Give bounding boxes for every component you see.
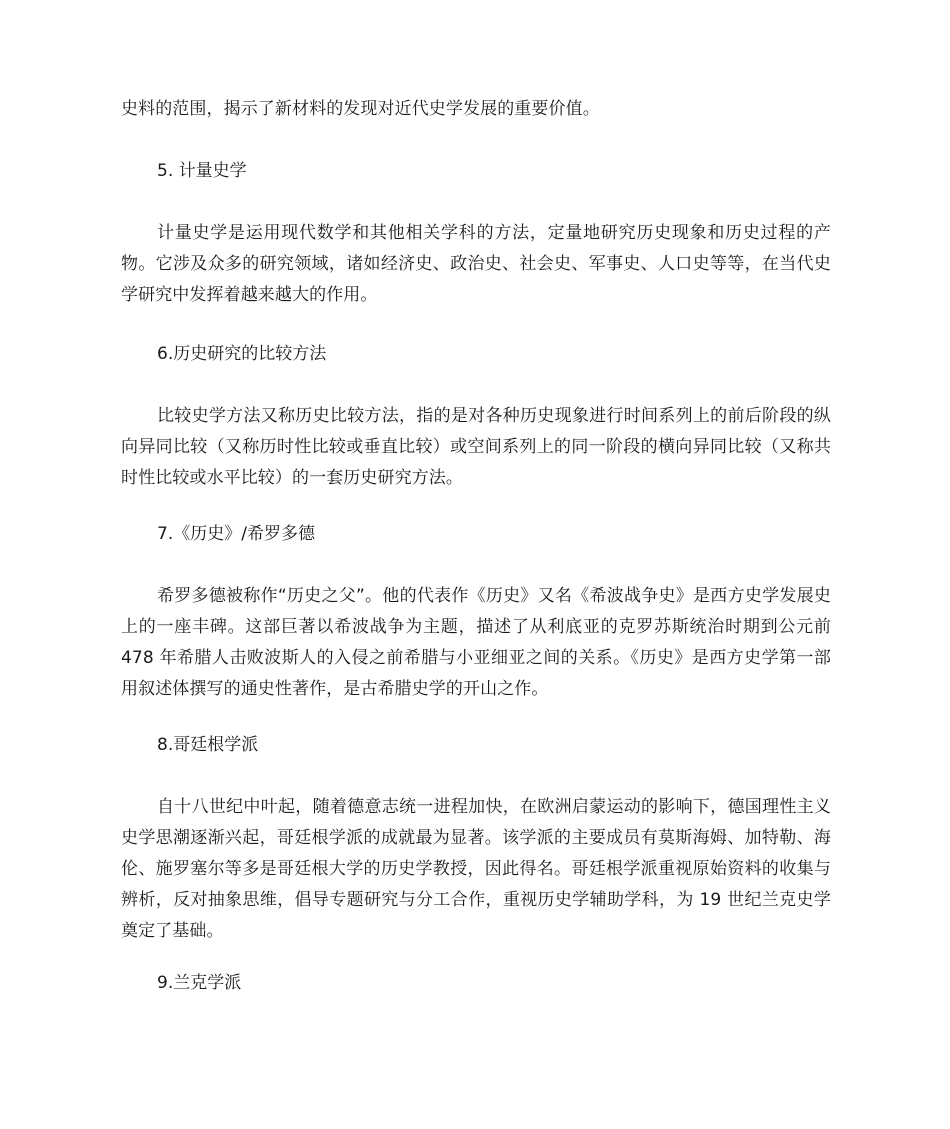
paragraph-continuation: 史料的范围，揭示了新材料的发现对近代史学发展的重要价值。 [121,99,600,119]
paragraph-comparative-method: 比较史学方法又称历史比较方法，指的是对各种历史现象进行时间系列上的前后阶段的纵向异同比较（又称历时性比较或垂直比较）或空间系列上的同一阶段的横向异同比较（又称共时性比较或水平比较）的一套历史研究方法。 [121,406,831,488]
section-heading-6: 6.历史研究的比较方法 [157,344,327,364]
paragraph-herodotus: 希罗多德被称作“历史之父”。他的代表作《历史》又名《希波战争史》是西方史学发展史上的一座丰碑。这部巨著以希波战争为主题，描述了从利底亚的克罗苏斯统治时期到公元前 478 年希腊人击败波斯人的入侵之前希腊与小亚细亚之间的关系。《历史》是西方史学第一部用叙述体撰写的通史性著作，是古希腊史学的开山之作。 [121,586,831,699]
section-heading-5: 5. 计量史学 [157,161,247,181]
paragraph-gottingen-school: 自十八世纪中叶起，随着德意志统一进程加快，在欧洲启蒙运动的影响下，德国理性主义史学思潮逐渐兴起，哥廷根学派的成就最为显著。该学派的主要成员有莫斯海姆、加特勒、海伦、施罗塞尔等多是哥廷根大学的历史学教授，因此得名。哥廷根学派重视原始资料的收集与辨析，反对抽象思维，倡导专题研究与分工合作，重视历史学辅助学科，为 19 世纪兰克史学奠定了基础。 [121,797,831,941]
paragraph-quantitative-history: 计量史学是运用现代数学和其他相关学科的方法，定量地研究历史现象和历史过程的产物。它涉及众多的研究领域，诸如经济史、政治史、社会史、军事史、人口史等等，在当代史学研究中发挥着越来越大的作用。 [121,223,831,305]
section-heading-7: 7.《历史》/希罗多德 [157,524,315,544]
section-heading-9: 9.兰克学派 [157,973,242,993]
section-heading-8: 8.哥廷根学派 [157,735,259,755]
